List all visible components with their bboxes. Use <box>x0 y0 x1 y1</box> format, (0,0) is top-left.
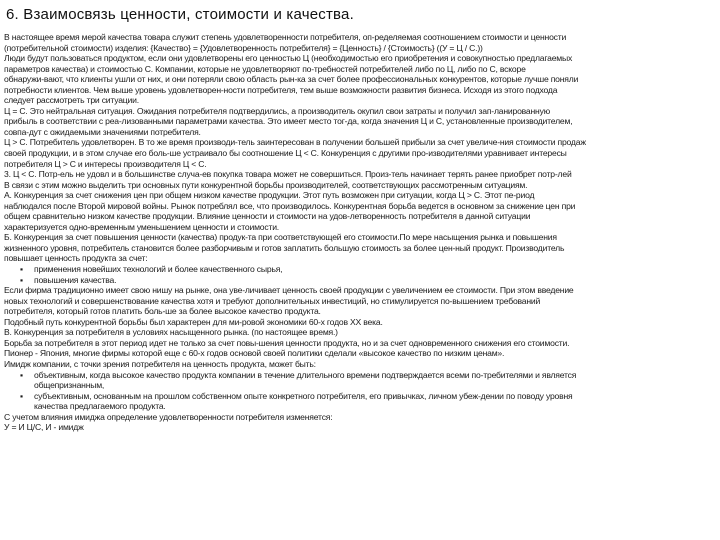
text-line <box>4 306 716 317</box>
line-text: Люди будут пользоваться продуктом, если они удовлетворены его ценностью Ц (необходимостью его приобретения и совокупностью предлагаемых <box>4 53 573 64</box>
line-text: объективным, когда высокое качество продукта компании в течение длительного времени подтверждается всеми по-требителями и является <box>34 369 577 380</box>
text-line <box>4 412 716 423</box>
line-text: Борьба за потребителя в этот период идет не только за счет повы-шения ценности продукта, но и за счет одновременного снижения его стоимости. <box>4 337 570 348</box>
text-line <box>4 338 716 349</box>
line-text: жизненного уровня, потребитель становится более разборчивым и готов заплатить большую стоимость за более цен-ный продукт. Производитель <box>4 242 565 253</box>
line-text: потребности клиентов. Чем выше уровень удовлетворен-ности потребителя, тем выше возможности развития бизнеса. Исходя из этого подхода <box>4 84 558 95</box>
line-text: Ц = С. Это нейтральная ситуация. Ожидания потребителя подтвердились, а производитель окупил свои затраты и получил зап-ланированную <box>4 105 550 116</box>
line-text: (потребительной стоимости) изделия: {Качество} = {Удовлетворенность потребителя} = {Ценность} / {Стоимость} ((У = Ц / С.)) <box>4 42 483 53</box>
text-line <box>4 180 716 191</box>
line-text: обнаружи-вают, что клиенты ушли от них, и они потеряли свою область рын-ка за счет более профессиональных конкурентов, которые лучше поняли <box>4 74 579 85</box>
line-text: повышения качества. <box>34 274 117 285</box>
text-line <box>4 169 716 180</box>
line-text: новых технологий и совершенствование качества хотя и требуют дополнительных инвестиций, но стимулируется по-вышением требований <box>4 295 541 306</box>
text-line <box>4 253 716 264</box>
text-line <box>4 43 716 54</box>
bullet-icon: ▪ <box>20 369 23 380</box>
line-text: своей продукции, и в этом случае его боль-ше устраивало бы соотношение Ц < С. Конкуренция с другими про-изводителями уравнивает интересы <box>4 148 567 159</box>
text-line <box>4 348 716 359</box>
text-line <box>4 137 716 148</box>
line-text: У = И Ц/С, И - имидж <box>4 422 84 433</box>
text-line <box>4 359 716 370</box>
line-text: прибыль в соответствии с реа-лизованными параметрами качества. Это имеет место тог-да, когда значения Ц и С, установленные производителем, <box>4 116 573 127</box>
text-line <box>4 32 716 43</box>
bullet-icon: ▪ <box>20 274 23 285</box>
line-text: Ц > С. Потребитель удовлетворен. В то же время производи-тель заинтересован в получении большей прибыли за счет увеличе-ния стоимости продаж <box>4 137 586 148</box>
text-line <box>4 74 716 85</box>
text-line <box>4 106 716 117</box>
text-line <box>4 85 716 96</box>
text-line <box>4 285 716 296</box>
line-text: повышает ценность продукта за счет: <box>4 253 148 264</box>
text-line <box>4 159 716 170</box>
document-body <box>4 32 716 433</box>
line-text: субъективным, основанным на прошлом собственном опыте конкретного потребителя, его привычках, личном убеж-дении по поводу уровня <box>34 390 573 401</box>
text-line <box>4 201 716 212</box>
text-line <box>4 95 716 106</box>
line-text: В связи с этим можно выделить три основных пути конкурентной борьбы производителей, соответствующих рассмотренным ситуациям. <box>4 179 528 190</box>
page-title: 6. Взаимосвязь ценности, стоимости и качества. <box>6 6 354 23</box>
text-line <box>4 148 716 159</box>
bullet-line <box>4 401 716 412</box>
line-text: следует рассмотреть три ситуации. <box>4 95 139 106</box>
bullet-line <box>4 264 716 275</box>
bullet-line <box>4 380 716 391</box>
bullet-line <box>4 391 716 402</box>
bullet-line <box>4 370 716 381</box>
bullet-line <box>4 275 716 286</box>
line-text: общем сравнительно низком качестве продукции. Влияние ценности и стоимости на удов-летворенность потребителя в данной ситуации <box>4 211 531 222</box>
line-text: наблюдался после Второй мировой войны. Рынок потреблял все, что производилось. Конкурентная борьба ведется в основном за снижение цен при <box>4 200 576 211</box>
text-line <box>4 422 716 433</box>
line-text: С учетом влияния имиджа определение удовлетворенности потребителя изменяется: <box>4 411 333 422</box>
text-line <box>4 243 716 254</box>
text-line <box>4 53 716 64</box>
line-text: Если фирма традиционно имеет свою нишу на рынке, она уве-личивает ценность своей продукции с увеличением ее стоимости. При этом введение <box>4 285 574 296</box>
text-line <box>4 327 716 338</box>
text-line <box>4 232 716 243</box>
line-text: совпа-дут с ожидаемыми значениями потребителя. <box>4 126 201 137</box>
line-text: потребителя, который готов платить боль-ше за более высокое качество продукта. <box>4 306 321 317</box>
line-text: Пионер - Япония, многие фирмы которой еще с 60-х годов основой своей политики сделали «высокое качество по низким ценам». <box>4 348 505 359</box>
bullet-icon: ▪ <box>20 390 23 401</box>
text-line <box>4 222 716 233</box>
line-text: 3. Ц < С. Потр-ель не удовл и в большинстве случа-ев покупка товара может не совершиться. Произ-тель начинает терять ранее приобрет потр-лей <box>4 169 572 180</box>
line-text: Подобный путь конкурентной борьбы был характерен для ми-ровой экономики 60-х годов ХХ века. <box>4 316 383 327</box>
line-text: общепризнанным, <box>34 380 105 391</box>
line-text: В настоящее время мерой качества товара служит степень удовлетворенности потребителя, оп-ределяемая соотношением стоимости и ценности <box>4 32 567 42</box>
line-text: Б. Конкуренция за счет повышения ценности (качества) продук-та при соответствующей его стоимости.По мере насыщения рынка и повышения <box>4 232 557 243</box>
text-line <box>4 116 716 127</box>
line-text: А. Конкуренция за счет снижения цен при общем низком качестве продукции. Этот путь возможен при ситуации, когда Ц > С. Этот пе-риод <box>4 190 535 201</box>
line-text: характеризуется одно-временным уменьшением ценности и стоимости. <box>4 221 279 232</box>
line-text: параметров качества) и стоимостью С. Компании, которые не удовлетворяют по-требностей потребителей либо по Ц, либо по С, вскоре <box>4 63 526 74</box>
text-line <box>4 296 716 307</box>
line-text: потребителя Ц > С и интересы производителя Ц < С. <box>4 158 207 169</box>
text-line <box>4 127 716 138</box>
text-line <box>4 190 716 201</box>
line-text: качества предлагаемого продукта. <box>34 401 166 412</box>
text-line <box>4 211 716 222</box>
text-line <box>4 317 716 328</box>
line-text: Имидж компании, с точки зрения потребителя на ценность продукта, может быть: <box>4 358 316 369</box>
text-line <box>4 64 716 75</box>
line-text: применения новейших технологий и более качественного сырья, <box>34 264 283 275</box>
bullet-icon: ▪ <box>20 264 23 275</box>
line-text: В. Конкуренция за потребителя в условиях насыщенного рынка. (по настоящее время.) <box>4 327 338 338</box>
